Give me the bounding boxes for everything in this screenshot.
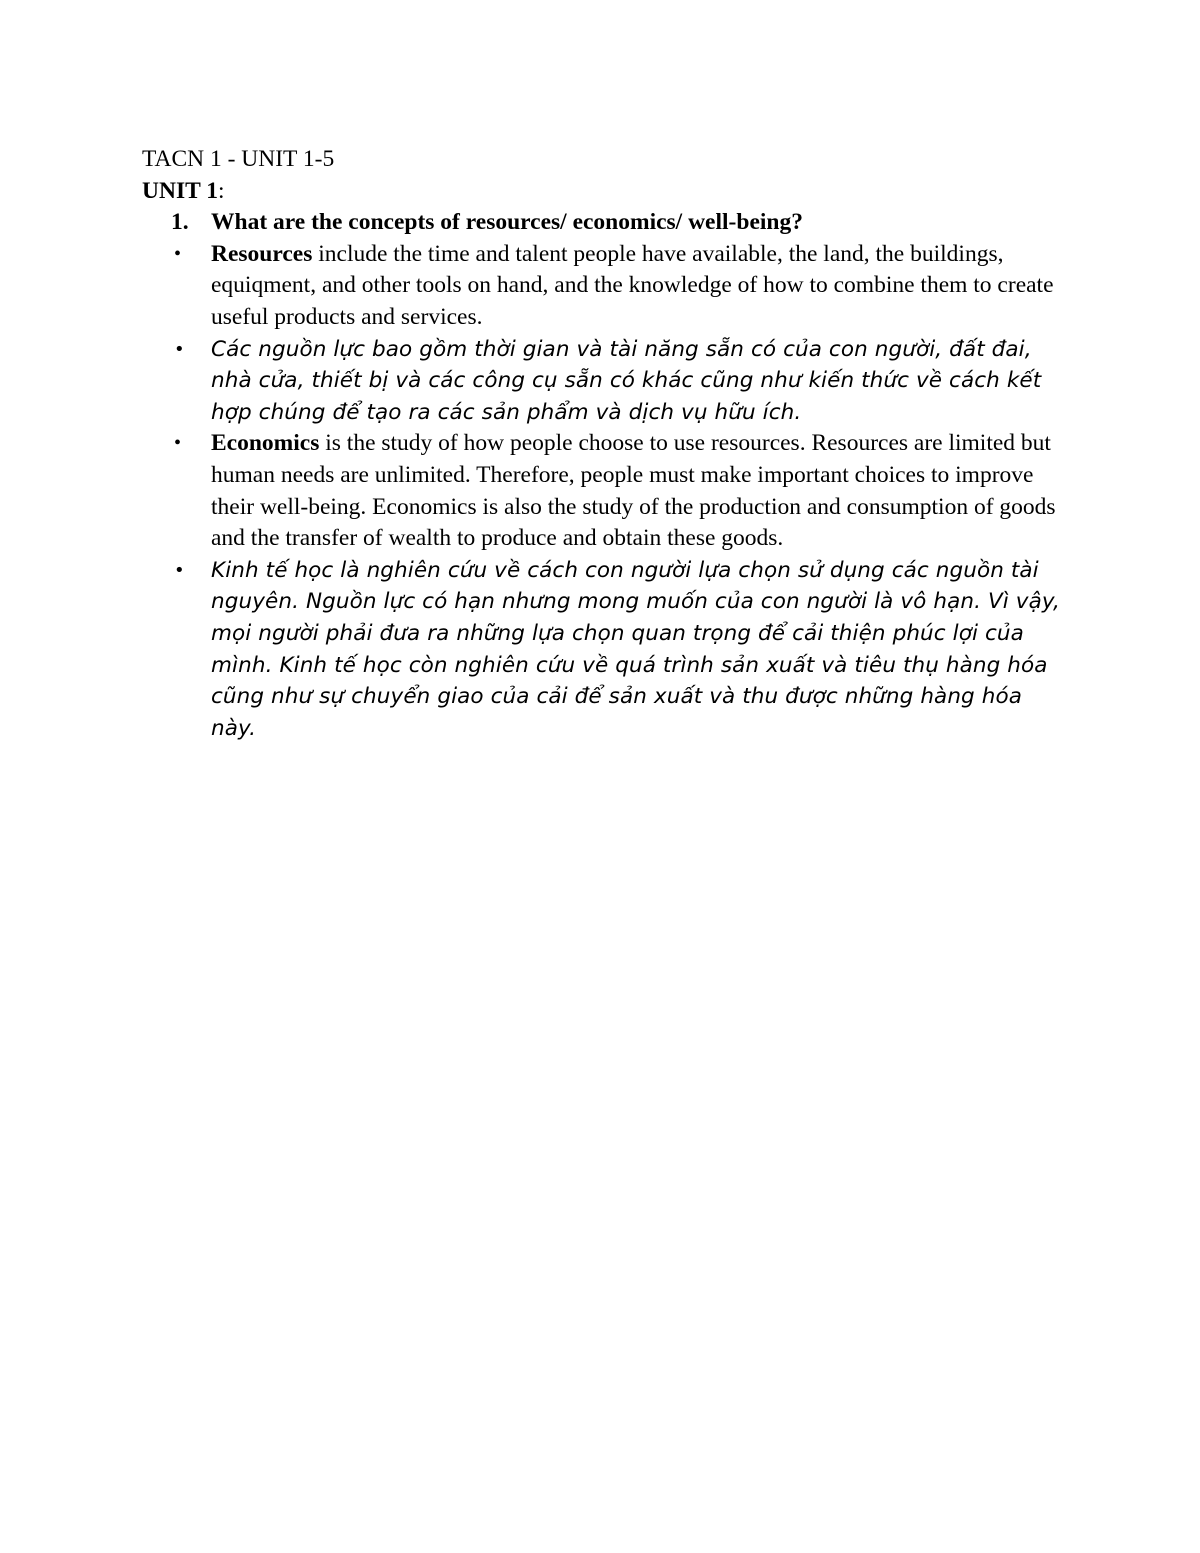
definition-resources-en: include the time and talent people have available, the land, the buildings, equiqment, and other tools on hand, and the knowledge of how to combine them to create useful products and services. bbox=[211, 240, 1054, 330]
bullet-icon: • bbox=[174, 559, 185, 581]
bullet-item-economics-en bbox=[142, 428, 1062, 554]
bullet-icon: • bbox=[174, 242, 182, 265]
bullet-icon: • bbox=[174, 338, 185, 360]
question-number: 1. bbox=[171, 209, 189, 236]
document-body bbox=[142, 144, 1062, 744]
term-economics: Economics bbox=[211, 430, 320, 457]
definition-resources-vi: Các nguồn lực bao gồm thời gian và tài năng sẵn có của con người, đất đai, nhà cửa, thiết bị và các công cụ sẵn có khác cũng như kiến thức về cách kết hợp chúng để tạo ra các sản phẩm và dịch vụ hữu ích. bbox=[211, 336, 1042, 425]
bullet-item-resources-vi bbox=[142, 334, 1062, 429]
bullet-item-economics-vi bbox=[142, 555, 1062, 745]
definition-economics-vi: Kinh tế học là nghiên cứu về cách con người lựa chọn sử dụng các nguồn tài nguyên. Nguồn lực có hạn nhưng mong muốn của con người là vô hạn. Vì vậy, mọi người phải đưa ra những lựa chọn quan trọng để cải thiện phúc lợi của mình. Kinh tế học còn nghiên cứu về quá trình sản xuất và tiêu thụ hàng hóa cũng như sự chuyển giao của cải để sản xuất và thu được những hàng hóa này. bbox=[211, 557, 1060, 741]
term-resources: Resources bbox=[211, 240, 313, 267]
question-item bbox=[142, 207, 1062, 239]
bullet-item-resources-en bbox=[142, 239, 1062, 334]
definition-economics-en: is the study of how people choose to use resources. Resources are limited but human needs are unlimited. Therefore, people must make important choices to improve their well-being. Economics is also the study of the production and consumption of goods and the transfer of wealth to produce and obtain these goods. bbox=[211, 430, 1056, 552]
unit-label: UNIT 1 bbox=[142, 177, 218, 204]
bullet-icon: • bbox=[174, 432, 182, 455]
document-title: TACN 1 - UNIT 1-5 bbox=[142, 146, 335, 172]
unit-heading bbox=[142, 176, 1062, 208]
unit-colon: : bbox=[217, 177, 225, 204]
question-text: What are the concepts of resources/ economics/ well-being? bbox=[211, 209, 803, 236]
